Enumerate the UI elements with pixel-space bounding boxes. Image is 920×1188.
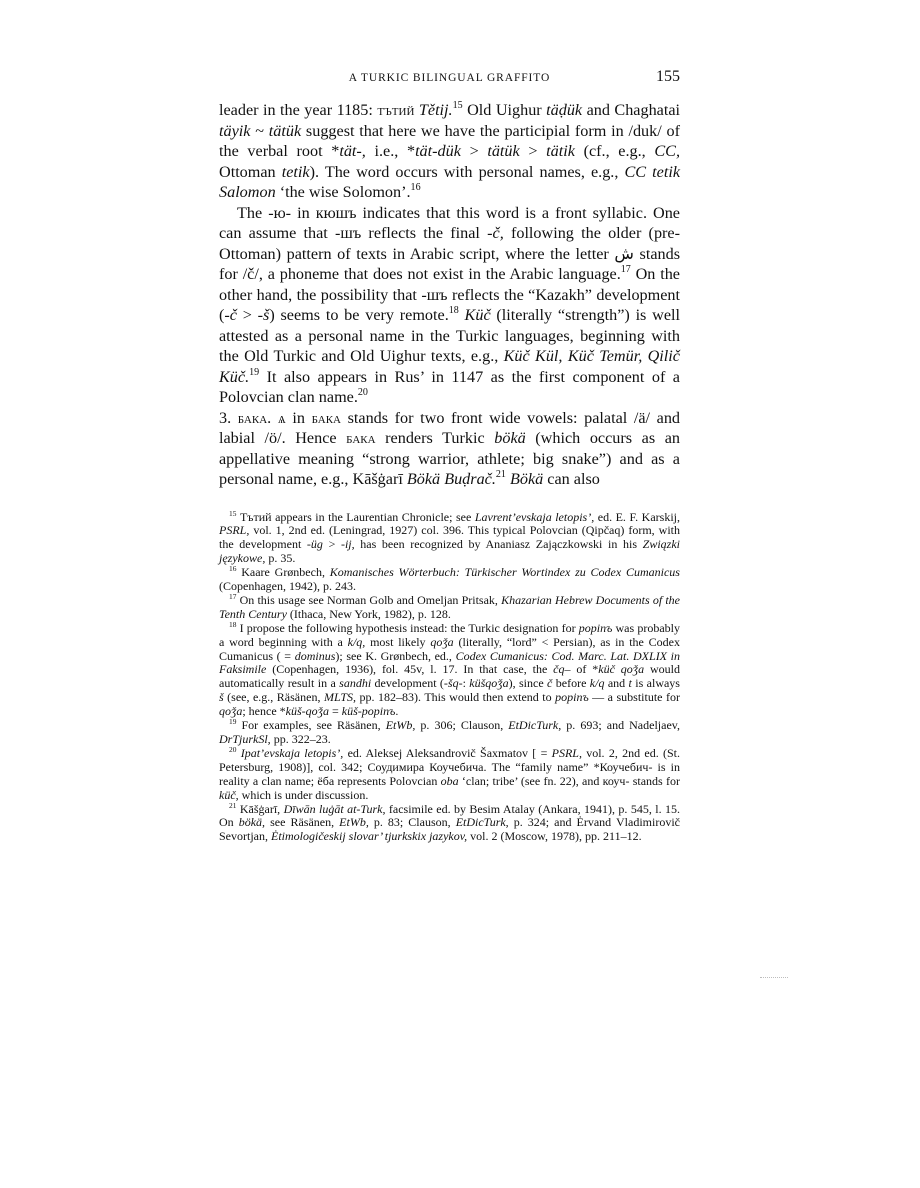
footnote-19: $^{19}$ For examples, see Räsänen, EtWb, p. 306; Clauson, EtDicTurk, p. 693; and Nadeljaev, DrTjurkSl, pp. 322–23.: [219, 716, 680, 746]
main-text: [219, 100, 680, 490]
footnote-ref-21: 21: [495, 468, 506, 480]
footnote-ref-17: 17: [620, 263, 631, 275]
cyrillic-form: бака: [346, 429, 376, 447]
running-head: [219, 68, 680, 90]
footnotes: [219, 508, 681, 845]
footnote-16: $^{16}$ Kaare Grønbech, Komanisches Wörterbuch: Türkischer Wortindex zu Codex Cumanicus (Copenhagen, 1942), p. 243.: [219, 563, 680, 594]
cyrillic-form: бака: [311, 408, 341, 427]
footnote-ref-18: 18: [448, 304, 459, 316]
paragraph-3: 3. бака. ѧ in бака stands for two front wide vowels: palatal /ä/ and labial /ö/. Hence бака renders Turkic bökä (which occurs as an appellative meaning “strong warrior, athlete; big snake”) and as a personal name, e.g., Kāšġarī Bökä Buḍrač.$^{21}$ Bökä can also: [219, 408, 681, 488]
footnote-ref-20: 20: [357, 386, 368, 398]
page-number: 155: [656, 68, 680, 85]
footnote-21: $^{21}$ Kāšġarī, Dīwān luġāt at-Turk, facsimile ed. by Besim Atalay (Ankara, 1941), p. 545, l. 15. On bökä, see Räsänen, EtWb, p. 83; Clauson, EtDicTurk, p. 324; and Ėrvand Vladimirovič Sevortjan, Ėtimologičeskij slovar’ tjurkskix jazykov, vol. 2 (Moscow, 1978), pp. 211–12.: [219, 800, 680, 844]
arabic-letter-glyph: ش: [614, 243, 634, 263]
footnote-15: $^{15}$ Тътий appears in the Laurentian Chronicle; see Lavrent’evskaja letopis’, ed. E. F. Karskij, PSRL, vol. 1, 2nd ed. (Leningrad, 1927) col. 396. This typical Polovcian (Qipčaq) form, with the development -üg > -ij, has been recognized by Ananiasz Zajączkowski in his Związki językowe, p. 35.: [219, 508, 681, 566]
paragraph-2: The -ю- in кюшъ indicates that this word is a front syllabic. One can assume that -шъ reflects the final -č, following the older (pre-Ottoman) pattern of texts in Arabic script, where the letter ش stands for /č/, a phoneme that does not exist in the Arabic language.$^{17}$ On the other hand, the possibility that -шъ reflects the “Kazakh” development (-č > -š) seems to be very remote.$^{18}$ Küč (literally “strength”) is well attested as a personal name in the Turkic languages, beginning with the Old Turkic and Old Uighur texts, e.g., Küč Kül, Küč Temür, Qilič Küč.$^{19}$ It also appears in Rus’ in 1147 as the first component of a Polovcian clan name.$^{20}$: [219, 203, 681, 406]
book-page: [219, 68, 680, 844]
paragraph-1: leader in the year 1185: тътий Tětij.$^{15}$ Old Uighur täḍük and Chaghatai täyik ~ tätük suggest that here we have the participial form in /duk/ of the verbal root *tät-, i.e., *tät-dük > tätük > tätik (cf., e.g., CC, Ottoman tetik). The word occurs with personal names, e.g., CC tetik Salomon ‘the wise Solomon’.$^{16}$: [219, 99, 681, 201]
cyrillic-letter: ѧ: [277, 408, 286, 427]
running-title: A TURKIC BILINGUAL GRAFFITO: [348, 72, 551, 84]
footnote-ref-15: 15: [452, 99, 463, 111]
cyrillic-form: тътий: [377, 101, 415, 119]
scan-artifact: [760, 977, 788, 980]
footnote-ref-19: 19: [249, 366, 260, 378]
cyrillic-form: бака: [237, 408, 268, 427]
footnote-18: $^{18}$ I propose the following hypothesis instead: the Turkic designation for popinъ was probably a word beginning with a k/q, most likely qoǯa (literally, “lord” < Persian), as in the Codex Cumanicus ( = dominus); see K. Grønbech, ed., Codex Cumanicus: Cod. Marc. Lat. DXLIX in Faksimile (Copenhagen, 1936), fol. 45v, l. 17. In that case, the čq– of *küč qoǯa would automatically result in a sandhi development (-šq-: küšqoǯa), since č before k/q and t is always š (see, e.g., Räsänen, MLTS, pp. 182–83). This would then extend to popinъ — a substitute for qoǯa; hence *küš-qoǯa = küš-popinъ.: [219, 619, 681, 719]
footnote-20: $^{20}$ Ipat’evskaja letopis’, ed. Aleksej Aleksandrovič Šaxmatov [ = PSRL, vol. 2, 2nd ed. (St. Petersburg, 1908)], col. 342; Соудимира Коучебича. The “family name” *Коучебич- is in reality a clan name; ёба represents Polovcian oba ‘clan; tribe’ (see fn. 22), and коуч- stands for küč, which is under discussion.: [219, 744, 680, 802]
footnote-ref-16: 16: [410, 181, 421, 193]
footnote-17: $^{17}$ On this usage see Norman Golb and Omeljan Pritsak, Khazarian Hebrew Documents of the Tenth Century (Ithaca, New York, 1982), p. 128.: [219, 591, 680, 621]
